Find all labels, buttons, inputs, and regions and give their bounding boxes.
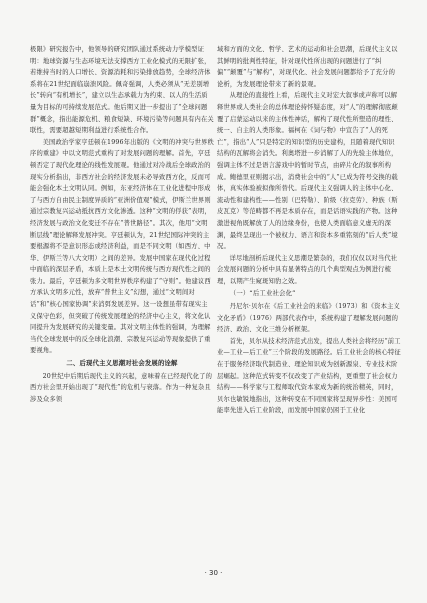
paragraph: 20世纪中后期后现代主义的兴起，意味着在已经现代化了的西方社会里开始出现了“现代性”的危机与衰落。作为一种复杂且涉及众多领	[30, 372, 213, 403]
paragraph: 丹尼尔·贝尔在《后工业社会的来临》（1973）和《资本主义文化矛盾》（1976）两部代表作中，系统构建了理解发展问题的经济、政治、文化三维分析框架。	[217, 303, 400, 334]
paragraph: 域和方面的文化、哲学、艺术的运动和社会思潮，后现代主义以其鲜明的批判性特征，针对现代性所出现的问题进行了“纠偏”“颠覆”与“解构”，对现代化、社会发展问题都给予了充分的论析，为发展理论带来了新的景观。	[217, 46, 398, 88]
paragraph: 极限》研究报告中，他领导的研究团队通过系统动力学模型证明：地球资源与生态环境无法支撑西方工业化模式的无限扩张，若维持当时的人口增长、资源消耗和污染排放趋势，全球经济体系将在21世纪面临崩溃风险。佩奇强调，人类必须从“无差别增长”转向“有机增长”，建立以生态承载力为约束、以人的生活质量为目标的可持续发展范式。他后期又进一步提出了“全球问题群”概念，指出能源危机、粮食短缺、环境污染等问题具有内在关联性，需要超越短期利益进行系统性合作。	[30, 46, 214, 135]
right-text-column	[217, 44, 401, 417]
subsection-heading: （一）“后工业社会化”	[229, 289, 296, 298]
section-heading: 二、后现代主义思潮对社会发展的诠解	[66, 359, 178, 368]
left-text-column	[30, 44, 214, 405]
paragraph: 详尽地剖析后现代主义思潮是繁杂的，我们仅仅以对当代社会发展问题的分析中具有显著特点的几个典型观点为例进行梳理，以期产生窥斑知豹之效。	[217, 254, 398, 285]
paragraph: 首先，贝尔从技术经济范式出发，提出人类社会将经历“前工业—工业—后工业”三个阶段的发展路径。后工业社会的核心特征在于服务经济取代制造业、理论知识成为创新源泉、专业技术阶层崛起。这种范式转变不仅改变了产业结构，更重塑了社会权力结构——科学家与工程师取代资本家成为新的统治精英，同时，贝尔也敏锐地指出，这种转变在不同国家将呈现异步性：美国可能率先进入后工业阶段，而发展中国家仍困于工业化	[217, 337, 401, 415]
paragraph: 美国政治学家亨廷顿在1996年出版的《文明的冲突与世界秩序的重建》中以文明范式重构了对发展问题的理解。首先，亨廷顿否定了现代化理论的线性发展观。他通过对冷战后全球政治的现实分析指出，非西方社会的经济发展未必导致西方化，反而可能会强化本土文明认同。例如，东亚经济体在工业化进程中形成了与西方自由民主制度异质的“亚洲价值观”模式，伊斯兰世界则通过宗教复兴运动抵抗西方文化渗透。这种“文明的俘获”表明，经济发展与政治文化变迁不存在“普世路径”。其次，他用“文明断层线”理论解释发展冲突。亨廷顿认为，21世纪国际冲突的主要根源将不是意识形态或经济利益，而是不同文明（如西方、中华、伊斯兰等八大文明）之间的差异。发展中国家在现代化过程中面临的深层矛盾，本质上是本土文明传统与西方现代性之间的张力。最后，亨廷顿为多文明世界秩序构建了“守则”。他建议西方承认文明多元性，放弃“普世主义”幻想，通过“文明间对话”和“核心国家协调”来消弭发展差异。这一设想虽带有现实主义保守色彩，但突破了传统发展理论的经济中心主义，将文化认同提升为发展研究的关键变量。其对文明主体性的强调，为理解当代全球发展中的反全球化浪潮、宗教复兴运动等现象提供了重要视角。	[30, 138, 214, 355]
paragraph: 从理论的直接性上看，后现代主义对宏大叙事或声称可以解释世界或人类社会的总体理论持怀疑态度，对“人”的理解彻底颠覆了启蒙运动以来的主体性神话，解构了现代性所塑造的理性、统一、自主的人类形象。福柯在《词与物》中宣告了“人的死亡”，指出“人”只是特定的知识型的历史建构，且随着现代知识结构的瓦解将会消失。利奥塔进一步消解了人的先验主体地位，强调主体不过是语言游戏中的暂时节点，由碎片化的叙事所构成。鲍德里亚则揭示出，消费社会中的“人”已成为符号交换的载体，真实体验被拟像所替代。后现代主义强调人的主体中心化、流动性和建构性——性别（巴特勒）、阶级（拉克劳）、种族（斯皮瓦克）等范畴都不再是本质存在，而是话语实践的产物。这种激进视角既解放了人的边缘身份，也使人类面临意义虚无的深渊，最终呈现出一个被权力、语言和资本多重铭刻的“后人类”境况。	[217, 92, 398, 251]
page-number: · 30 ·	[204, 569, 223, 577]
